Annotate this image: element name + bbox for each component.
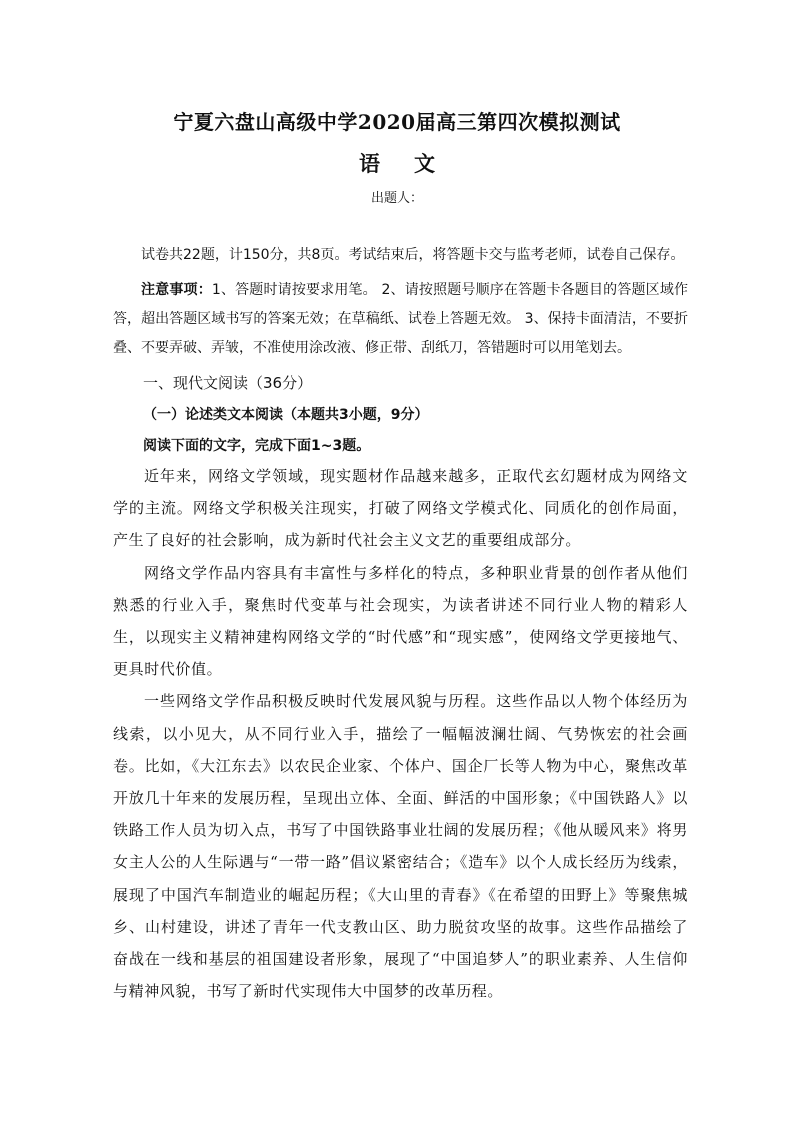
notes-text: 1、答题时请按要求用笔。 2、请按照题号顺序在答题卡各题目的答题区域作答，超出答题区域书写的答案无效；在草稿纸、试卷上答题无效。 3、保持卡面清洁，不要折叠、不要弄破、弄皱，不准使用涂改液、修正带、刮纸刀，答错题时可以用笔划去。	[113, 282, 689, 356]
reading-passage	[113, 460, 688, 1007]
exam-intro: 试卷共22题，计150分，共8页。考试结束后，将答题卡交与监考老师，试卷自己保存。	[141, 247, 685, 263]
exam-notes	[113, 276, 688, 363]
subject-title: 语文	[359, 151, 469, 176]
author-line: 出题人：	[370, 191, 423, 206]
section-subheading: （一）论述类文本阅读（本题共3小题，9分）	[143, 407, 429, 423]
passage-paragraph: 近年来，网络文学领域，现实题材作品越来越多，正取代玄幻题材成为网络文学的主流。网络文学积极关注现实，打破了网络文学模式化、同质化的创作局面，产生了良好的社会影响，成为新时代社会主义文艺的重要组成部分。	[113, 467, 688, 550]
notes-label: 注意事项：	[141, 282, 212, 298]
passage-paragraph: 一些网络文学作品积极反映时代发展风貌与历程。这些作品以人物个体经历为线索，以小见大，从不同行业入手，描绘了一幅幅波澜壮阔、气势恢宏的社会画卷。比如，《大江东去》以农民企业家、个体户、国企厂长等人物为中心，聚焦改革开放几十年来的发展历程，呈现出立体、全面、鲜活的中国形象；《中国铁路人》以铁路工作人员为切入点，书写了中国铁路事业壮阔的发展历程；《他从暖风来》将男女主人公的人生际遇与“一带一路”倡议紧密结合；《造车》以个人成长经历为线索，展现了中国汽车制造业的崛起历程；《大山里的青春》《在希望的田野上》等聚焦城乡、山村建设，讲述了青年一代支教山区、助力脱贫攻坚的故事。这些作品描绘了奋战在一线和基层的祖国建设者形象，展现了“中国追梦人”的职业素养、人生信仰与精神风貌，书写了新时代实现伟大中国梦的改革历程。	[113, 692, 688, 1001]
reading-instruction: 阅读下面的文字，完成下面1~3题。	[143, 438, 371, 454]
passage-paragraph: 网络文学作品内容具有丰富性与多样化的特点，多种职业背景的创作者从他们熟悉的行业入手，聚焦时代变革与社会现实，为读者讲述不同行业人物的精彩人生，以现实主义精神建构网络文学的“时代感”和“现实感”，使网络文学更接地气、更具时代价值。	[113, 563, 688, 679]
section-heading: 一、现代文阅读（36分）	[143, 374, 313, 392]
exam-title: 宁夏六盘山高级中学2020届高三第四次模拟测试	[173, 110, 621, 134]
